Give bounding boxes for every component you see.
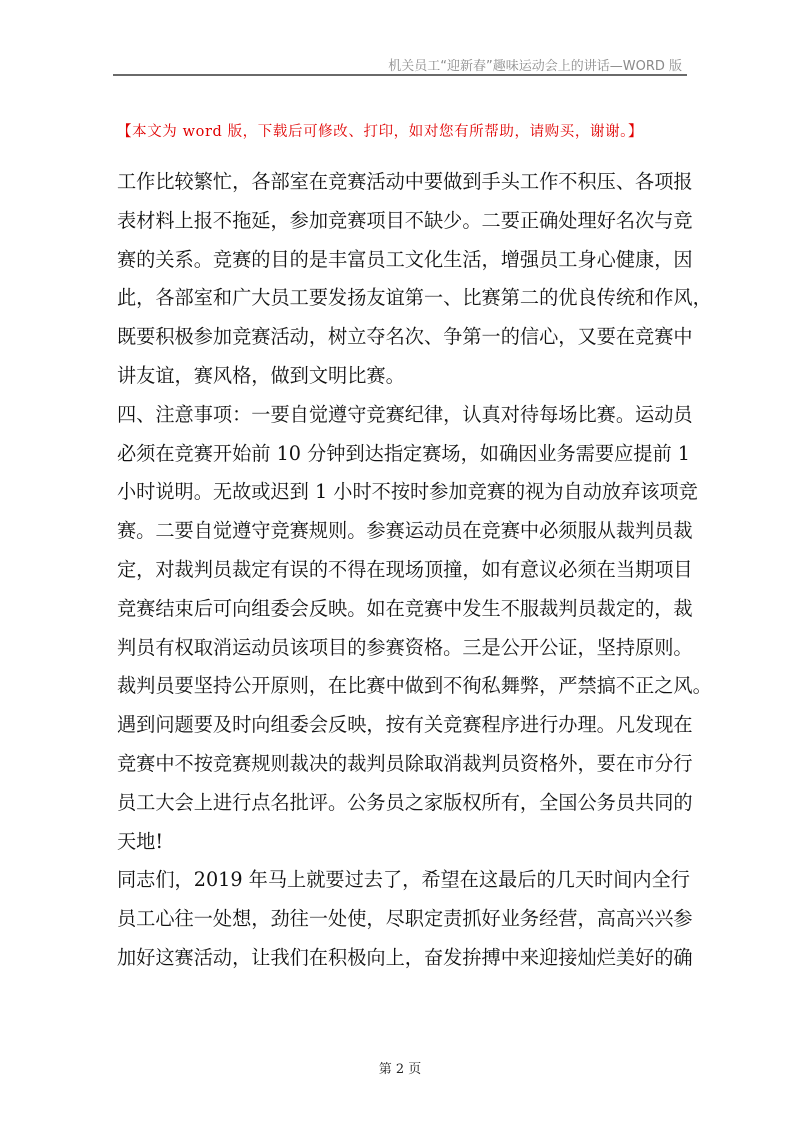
text-line: 竞赛结束后可向组委会反映。如在竞赛中发生不服裁判员裁定的，裁 — [117, 596, 693, 620]
text-line: 判员有权取消运动员该项目的参赛资格。三是公开公证，坚持原则。 — [117, 635, 693, 659]
text-line: 赛。二要自觉遵守竞赛规则。参赛运动员在竞赛中必须服从裁判员裁 — [117, 519, 693, 543]
text-line: 同志们，2019 年马上就要过去了，希望在这最后的几天时间内全行 — [117, 868, 690, 892]
text-line: 赛的关系。竞赛的目的是丰富员工文化生活，增强员工身心健康，因 — [117, 247, 693, 271]
text-line: 讲友谊，赛风格，做到文明比赛。 — [117, 363, 405, 387]
running-header: 机关员工“迎新春”趣味运动会上的讲话—WORD 版 — [388, 59, 682, 74]
text-line: 裁判员要坚持公开原则，在比赛中做到不徇私舞弊，严禁搞不正之风。 — [117, 674, 712, 698]
purchase-notice: 【本文为 word 版，下载后可修改、打印，如对您有所帮助，请购买，谢谢。】 — [117, 124, 644, 140]
text-line: 遇到问题要及时向组委会反映，按有关竞赛程序进行办理。凡发现在 — [117, 713, 693, 737]
text-line: 此，各部室和广大员工要发扬友谊第一、比赛第二的优良传统和作风， — [117, 286, 712, 310]
text-line: 定，对裁判员裁定有误的不得在现场顶撞，如有意议必须在当期项目 — [117, 557, 693, 581]
text-line: 员工大会上进行点名批评。公务员之家版权所有，全国公务员共同的 — [117, 790, 693, 814]
text-line: 加好这赛活动，让我们在积极向上，奋发拚搏中来迎接灿烂美好的确 — [117, 945, 693, 969]
document-body — [117, 163, 712, 978]
text-line: 竞赛中不按竞赛规则裁决的裁判员除取消裁判员资格外，要在市分行 — [117, 751, 693, 775]
page-number: 第 2 页 — [378, 1062, 422, 1077]
text-line: 既要积极参加竞赛活动，树立夺名次、争第一的信心，又要在竞赛中 — [117, 325, 693, 349]
text-line: 表材料上报不拖延，参加竞赛项目不缺少。二要正确处理好名次与竞 — [117, 208, 693, 232]
text-line: 小时说明。无故或迟到 1 小时不按时参加竞赛的视为自动放弃该项竞 — [117, 480, 698, 504]
text-line: 必须在竞赛开始前 10 分钟到达指定赛场，如确因业务需要应提前 1 — [117, 441, 690, 465]
text-line: 四、注意事项：一要自觉遵守竞赛纪律，认真对待每场比赛。运动员 — [117, 402, 693, 426]
text-line: 员工心往一处想，劲往一处使，尽职定责抓好业务经营，高高兴兴参 — [117, 907, 693, 931]
text-line: 工作比较繁忙，各部室在竞赛活动中要做到手头工作不积压、各项报 — [117, 170, 693, 193]
header-rule — [113, 74, 687, 76]
text-line: 天地! — [117, 829, 164, 853]
